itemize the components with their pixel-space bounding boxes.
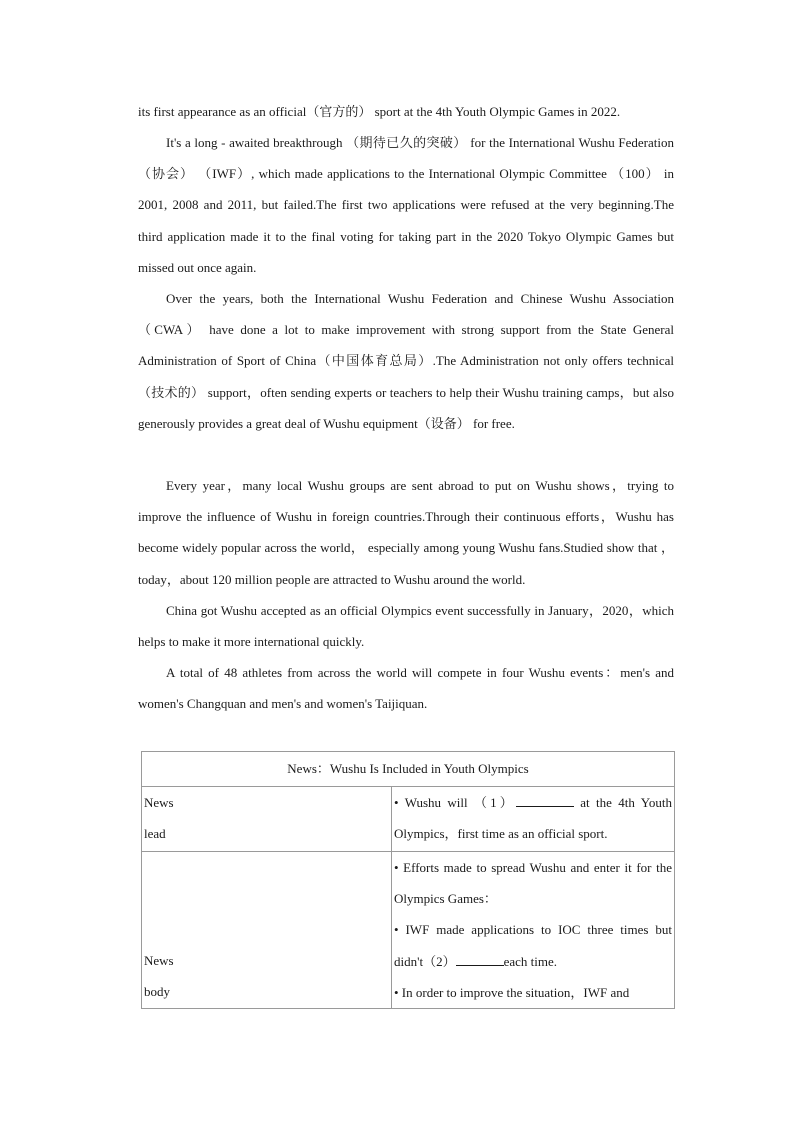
bullet-efforts: • Efforts made to spread Wushu and enter it for the Olympics Games：: [394, 860, 672, 907]
bullet-improve: • In order to improve the situation，IWF and: [394, 984, 630, 1000]
answer-blank-1[interactable]: [516, 792, 574, 807]
paragraph-official-event: China got Wushu accepted as an official Olympics event successfully in January，2020，which helps to make it more international quickly.: [138, 603, 674, 650]
content-text: each time.: [503, 953, 557, 969]
content-text: • IWF made applications to IOC three times but didn't（2）: [394, 922, 672, 969]
paragraph-continuation: its first appearance as an official（官方的） sport at the 4th Youth Olympic Games in 2022.: [138, 104, 621, 119]
table-row: [142, 852, 675, 1009]
summary-table: [141, 751, 675, 1009]
paragraph-federation-support: Over the years, both the International Wushu Federation and Chinese Wushu Association（CWA） have done a lot to make improvement with strong support from the State General Administration of Sport of China（中国体育总局）.The Administration not only offers technical （技术的） support，often sending experts or teachers to help their Wushu training camps，but also generously provides a great deal of Wushu equipment（设备） for free.: [138, 291, 674, 431]
bullet-applications: [394, 914, 672, 976]
row-content-news-body: [392, 852, 675, 1009]
row-content-news-lead: [392, 787, 675, 852]
content-text: at the 4th Youth Olympics，first time as an official sport.: [394, 795, 673, 842]
row-label-news-body: [142, 852, 392, 1009]
row-label-line: lead: [144, 826, 166, 842]
paragraph-iwf-breakthrough: It's a long - awaited breakthrough （期待已久的突破） for the International Wushu Federation（协会） （IWF）, which made applications to the International Olympic Committee （100） in 2001, 2008 and 2011, but failed.The first two applications were refused at the very beginning.The third application made it to the final voting for taking part in the 2020 Tokyo Olympic Games but missed out once again.: [138, 135, 674, 275]
row-label-line: News: [144, 795, 174, 810]
row-label-line: News: [144, 953, 174, 968]
paragraph-wushu-shows: Every year，many local Wushu groups are sent abroad to put on Wushu shows，trying to improve the influence of Wushu in foreign countries.Through their continuous efforts，Wushu has become widely popular across the world， especially among young Wushu fans.Studied show that ，today，about 120 million people are attracted to Wushu around the world.: [138, 478, 674, 587]
row-label-line: body: [144, 984, 170, 1000]
answer-blank-2[interactable]: [456, 951, 504, 966]
table-row: [142, 787, 675, 852]
row-label-news-lead: [142, 787, 392, 852]
paragraph-athletes: A total of 48 athletes from across the world will compete in four Wushu events：men's and women's Changquan and men's and women's Taijiquan.: [138, 665, 674, 712]
content-text: • Wushu will （1）: [394, 795, 516, 810]
table-title-row: [142, 752, 675, 787]
table-title: News：Wushu Is Included in Youth Olympics: [142, 752, 675, 787]
